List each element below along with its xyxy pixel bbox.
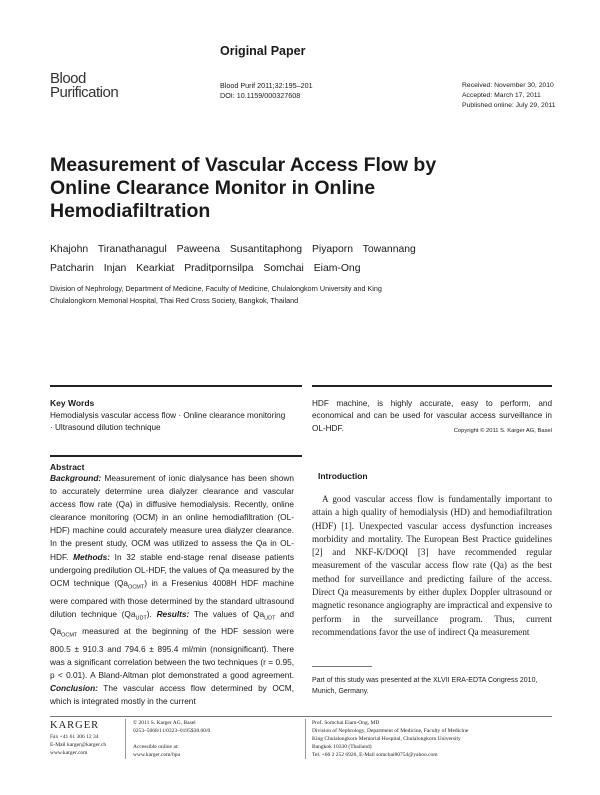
results-text-b: and Qa — [50, 608, 295, 637]
article-title: Measurement of Vascular Access Flow by Online Clearance Monitor in Online Hemodiafiltration — [50, 154, 437, 222]
methods-text-c: ). — [146, 608, 152, 619]
results-text-a: The values of Qa — [193, 608, 265, 619]
introduction-paragraph: A good vascular access flow is fundamentally important to attain a high quality of hemodialysis (HD) and hemodiafiltration (HDF) [1]. Unexpected vascular access dysfunction increases morbidity and mortality. The European Best Practice guidelines [2] and NKF-K/DOQI [3] have recommended regular measurement of the vascular access flow rate (Qa) as the best method for surveillance and predicting failure of the access. Direct Qa measurements by either duplex Doppler ultrasound or magnetic resonance angiography are impractical and expensive to perform in the surveillance program. Thus, current recommendations favor the use of indirect Qa measurement — [312, 494, 552, 637]
journal-logo-line1: Blood — [50, 70, 86, 87]
methods-text-b: ) in a Fresenius 4008H HDF machine were compared with those determined by the standard ultrasound dilution technique (Qa — [50, 577, 294, 619]
background-label: Background: — [50, 473, 102, 483]
results-text-c: measured at the beginning of the HDF session were 800.5 ± 910.3 and 794.6 ± 895.4 ml/min (nonsignificant). There was a significant correlation between the two techniques (r = 0.95, p < 0.01). A Bland-Altman plot demonstrated a good agreement. — [50, 626, 294, 681]
corr-line1: Division of Nephrology, Department of Medicine, Faculty of Medicine — [312, 728, 469, 734]
abstract-continuation-text: HDF machine, is highly accurate, easy to perform, and economical and can be used for vascular access surveillance in OL-HDF. — [312, 399, 552, 433]
subscript-ocmt: OCMT — [128, 584, 145, 591]
keywords-rule-right — [312, 385, 552, 387]
footer-divider-1 — [125, 719, 126, 759]
online-access — [133, 743, 180, 759]
publication-info — [133, 719, 210, 735]
authors-line1: Khajohn Tiranathanagul Paweena Susantitaphong Piyaporn Towannang — [50, 244, 416, 255]
published-date: Published online: July 29, 2011 — [462, 102, 556, 109]
results-label: Results: — [156, 608, 190, 619]
footer-copyright: © 2011 S. Karger AG, Basel — [133, 720, 196, 726]
authors-line2: Patcharin Injan Kearkiat Praditpornsilpa Somchai Eiam-Ong — [50, 263, 361, 274]
citation: Blood Purif 2011;32:195–201 — [220, 81, 313, 90]
received-date: Received: November 30, 2010 — [462, 82, 554, 89]
accepted-date: Accepted: March 17, 2011 — [462, 92, 541, 99]
publisher-web[interactable]: www.karger.com — [50, 750, 88, 756]
corr-line4[interactable]: Tel. +66 2 252 6920, E-Mail somchai80754@yahoo.com — [312, 752, 438, 758]
publisher-logo: KARGER — [50, 720, 100, 731]
access-url[interactable]: www.karger.com/bpu — [133, 752, 181, 758]
subscript-ocmt-2: OCMT — [61, 633, 78, 639]
publisher-email[interactable]: E-Mail karger@karger.ch — [50, 742, 107, 748]
doi: DOI: 10.1159/000327608 — [220, 91, 301, 100]
publisher-contact — [50, 733, 106, 757]
journal-logo — [50, 70, 119, 101]
authors — [50, 240, 470, 278]
footer-divider-2 — [305, 719, 306, 759]
keywords-rule-left — [50, 385, 302, 387]
abstract-rule — [50, 455, 302, 457]
abstract-heading: Abstract — [50, 462, 85, 472]
abstract-continuation — [312, 398, 552, 437]
background-text: Measurement of ionic dialysance has been shown to accurately determine urea dialyzer clearance and vascular access flow rate (Qa) in diffusive hemodialysis. Recently, online clearance monitoring (OCM) in an online hemodiafiltration (OL-HDF) machine could accurately measure urea dialyzer clearance. In the present study, OCM was utilized to assess the Qa in OL-HDF. — [50, 473, 295, 562]
subscript-udt-2: UDT — [264, 615, 276, 622]
footer-rule — [50, 716, 552, 717]
introduction-heading: Introduction — [318, 471, 368, 481]
keywords-text: Hemodialysis vascular access flow · Online clearance monitoring · Ultrasound dilution technique — [50, 411, 286, 432]
subscript-udt: UDT — [135, 615, 147, 622]
dates-block — [462, 81, 556, 111]
article-type-label: Original Paper — [220, 44, 306, 58]
abstract-body — [50, 472, 294, 709]
corr-line3: Bangkok 10330 (Thailand) — [312, 744, 372, 750]
conclusion-label: Conclusion: — [50, 683, 98, 694]
methods-text-a: In 32 stable end-stage renal disease patients undergoing predilution OL-HDF, the values of Qa measured by the OCM technique (Qa — [50, 551, 294, 588]
publisher-fax: Fax +41 61 306 12 34 — [50, 734, 99, 740]
citation-block — [220, 81, 313, 101]
conclusion-text: The vascular access flow determined by OCM, which is integrated mostly in the current — [50, 683, 294, 707]
issn: 0253–5068/11/0323–0195$38.00/0 — [133, 728, 211, 734]
corr-name: Prof. Somchai Eiam-Ong, MD — [312, 720, 380, 726]
keywords-heading: Key Words — [50, 398, 95, 408]
access-label: Accessible online at: — [133, 744, 179, 750]
affiliation: Division of Nephrology, Department of Medicine, Faculty of Medicine, Chulalongkorn University and King Chulalongkorn Memorial Hospital, Thai Red Cross Society, Bangkok, Thailand — [50, 284, 382, 305]
footnote-rule — [312, 666, 372, 667]
copyright-notice: Copyright © 2011 S. Karger AG, Basel — [453, 427, 552, 434]
journal-logo-line2: Purification — [50, 84, 119, 101]
footnote: Part of this study was presented at the XLVII ERA-EDTA Congress 2010, Munich, Germany. — [312, 677, 538, 695]
corr-line2: King Chulalongkorn Memorial Hospital, Chulalongkorn University — [312, 736, 461, 742]
methods-label: Methods: — [73, 551, 110, 562]
correspondence — [312, 719, 552, 759]
introduction-body — [312, 493, 552, 639]
